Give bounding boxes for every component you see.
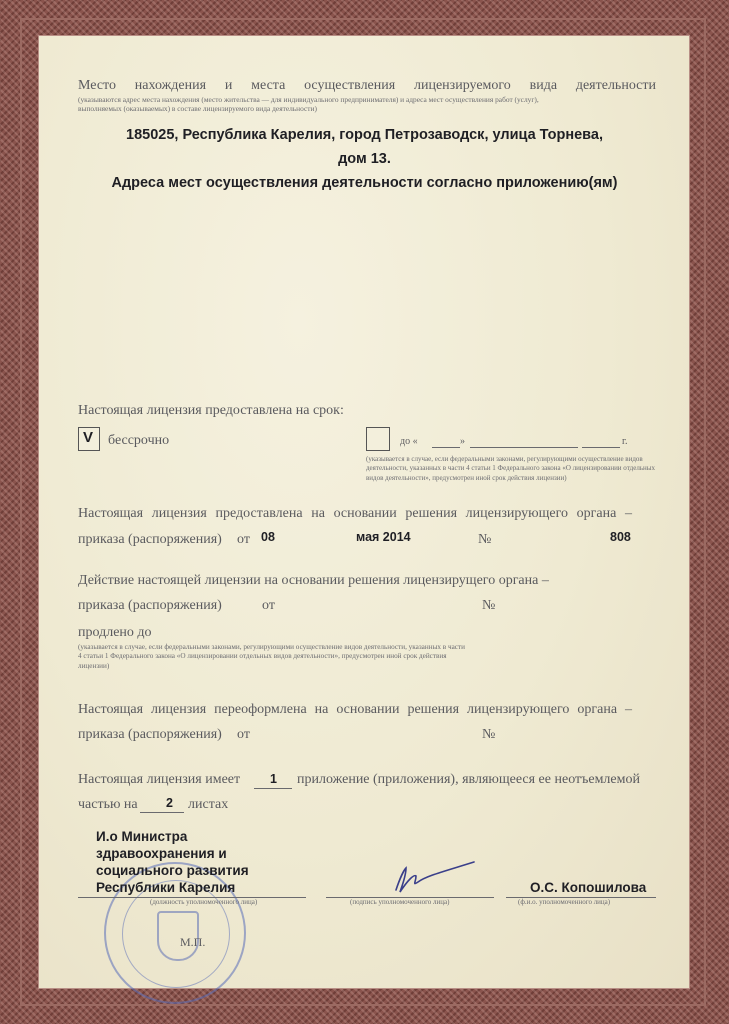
indefinite-checkbox — [78, 427, 100, 451]
appendix-text-4: листах — [188, 797, 229, 812]
basis-order-label: приказа (распоряжения) — [78, 532, 222, 547]
extension-line-1: Действие настоящей лицензии на основании решения лицензирущего органа – — [78, 573, 549, 588]
appendix-text-2: приложение (приложения), являющееся ее неотъемлемой — [297, 772, 640, 787]
extension-note: (указывается в случае, если федеральными законами, регулирующими осуществление видов деятельности, указанных в части 4 статьи 1 Федерального закона «О лицензировании отдельных видов деятельности», предусмотрен иной срок действия лицензии) — [78, 643, 465, 670]
appendix-count: 1 — [270, 772, 277, 786]
until-label: до « — [400, 436, 418, 447]
signatory-position-2: здравоохранения и — [96, 846, 227, 861]
extension-number-sign: № — [482, 598, 496, 613]
term-label: Настоящая лицензия предоставлена на срок: — [78, 403, 344, 418]
reissue-line-1: Настоящая лицензия переоформлена на основании решения лицензирующего органа – — [78, 702, 632, 717]
indefinite-label: бессрочно — [108, 433, 170, 448]
year-suffix: г. — [622, 436, 628, 447]
signatory-position-1: И.о Министра — [96, 829, 188, 844]
basis-from: от — [237, 532, 250, 547]
extension-from: от — [262, 598, 275, 613]
signatory-position-3: социального развития — [96, 863, 249, 878]
basis-number-sign: № — [478, 532, 492, 547]
until-day-line — [432, 447, 460, 448]
location-note-2: выполняемых (оказываемых) в составе лицензируемого вида деятельности) — [78, 104, 317, 113]
until-checkbox — [366, 427, 390, 451]
seal-label: М.П. — [180, 935, 206, 949]
location-heading: Место нахождения и места осуществления лицензируемого вида деятельности — [78, 78, 656, 93]
signature-mark — [382, 860, 482, 900]
appendix-sheets-line — [140, 812, 184, 813]
until-year-line — [582, 447, 620, 448]
extended-until-label: продлено до — [78, 625, 152, 640]
appendix-text-3: частью на — [78, 797, 138, 812]
appendix-sheets: 2 — [166, 796, 173, 810]
basis-month-year: мая 2014 — [356, 530, 411, 544]
appendix-count-line — [254, 788, 292, 789]
term-note: (указывается в случае, если федеральными законами, регулирующими осуществление видов деятельности, указанных в части 4 статьи 1 Федерального закона «О лицензировании отдельных видов деятельности», предусмотрен иной срок действия лицензии) — [366, 455, 655, 482]
indefinite-check-mark: V — [83, 429, 94, 446]
address-line-2: дом 13. — [338, 151, 391, 167]
signatory-name: О.С. Копошилова — [530, 880, 647, 895]
basis-day: 08 — [261, 530, 275, 544]
location-note-1: (указываются адрес места нахождения (место жительства — для индивидуального предпринимателя) и адреса мест осуществления работ (услуг), — [78, 95, 539, 104]
extension-order-label: приказа (распоряжения) — [78, 598, 222, 613]
reissue-order-label: приказа (распоряжения) — [78, 727, 222, 742]
reissue-number-sign: № — [482, 727, 496, 742]
position-caption: (должность уполномоченного лица) — [150, 898, 258, 906]
address-line-1: 185025, Республика Карелия, город Петрозаводск, улица Торнева, — [126, 127, 603, 143]
signatory-position-4: Республики Карелия — [96, 880, 236, 895]
basis-line-1: Настоящая лицензия предоставлена на основании решения лицензирующего органа – — [78, 506, 632, 521]
appendix-text-1: Настоящая лицензия имеет — [78, 772, 241, 787]
reissue-from: от — [237, 727, 250, 742]
until-month-line — [470, 447, 578, 448]
basis-number: 808 — [610, 530, 631, 544]
address-line-3: Адреса мест осуществления деятельности согласно приложению(ям) — [111, 175, 618, 191]
until-quote-close: » — [460, 436, 465, 447]
name-caption: (ф.и.о. уполномоченного лица) — [518, 898, 611, 906]
signature-caption: (подпись уполномоченного лица) — [350, 898, 450, 906]
